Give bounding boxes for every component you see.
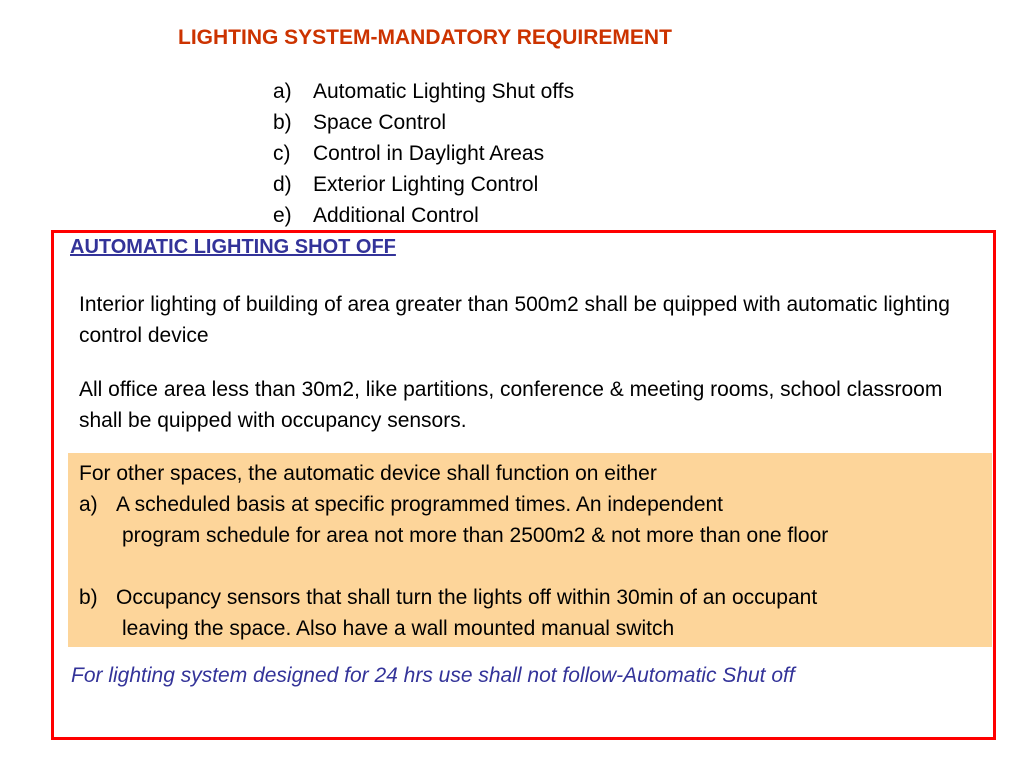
list-item [273,169,574,200]
highlight-note-box [68,453,992,647]
list-item-text: Automatic Lighting Shut offs [313,80,575,103]
list-item [273,107,574,138]
list-item-text: Additional Control [313,204,479,227]
slide-title: LIGHTING SYSTEM-MANDATORY REQUIREMENT [178,26,672,49]
note-intro: For other spaces, the automatic device shall function on either [79,462,657,485]
note-item-continuation: program schedule for area not more than 2500m2 & not more than one floor [122,524,829,547]
list-item-text: Exterior Lighting Control [313,173,539,196]
note-item-text: A scheduled basis at specific programmed times. An independent [116,493,724,516]
paragraph-large-area: Interior lighting of building of area greater than 500m2 shall be quipped with automatic lighting control device [79,293,950,347]
list-marker: a) [273,80,292,103]
note-marker: a) [79,493,98,516]
list-item [273,200,574,231]
spacer [79,551,992,582]
note-item [79,489,992,520]
list-item [273,138,574,169]
note-marker: b) [79,586,98,609]
note-item [79,582,992,613]
list-item [273,76,574,107]
list-item-text: Control in Daylight Areas [313,142,545,165]
paragraph-office-area: All office area less than 30m2, like partitions, conference & meeting rooms, school classroom shall be quipped with occupancy sensors. [79,378,943,432]
list-marker: d) [273,173,292,196]
list-marker: b) [273,111,292,134]
list-marker: c) [273,142,291,165]
section-heading: AUTOMATIC LIGHTING SHOT OFF [70,236,396,258]
note-item-continuation: leaving the space. Also have a wall mounted manual switch [122,617,675,640]
list-marker: e) [273,204,292,227]
note-item-text: Occupancy sensors that shall turn the lights off within 30min of an occupant [116,586,818,609]
requirements-list [273,76,574,231]
footer-note: For lighting system designed for 24 hrs use shall not follow-Automatic Shut off [71,664,795,687]
list-item-text: Space Control [313,111,447,134]
